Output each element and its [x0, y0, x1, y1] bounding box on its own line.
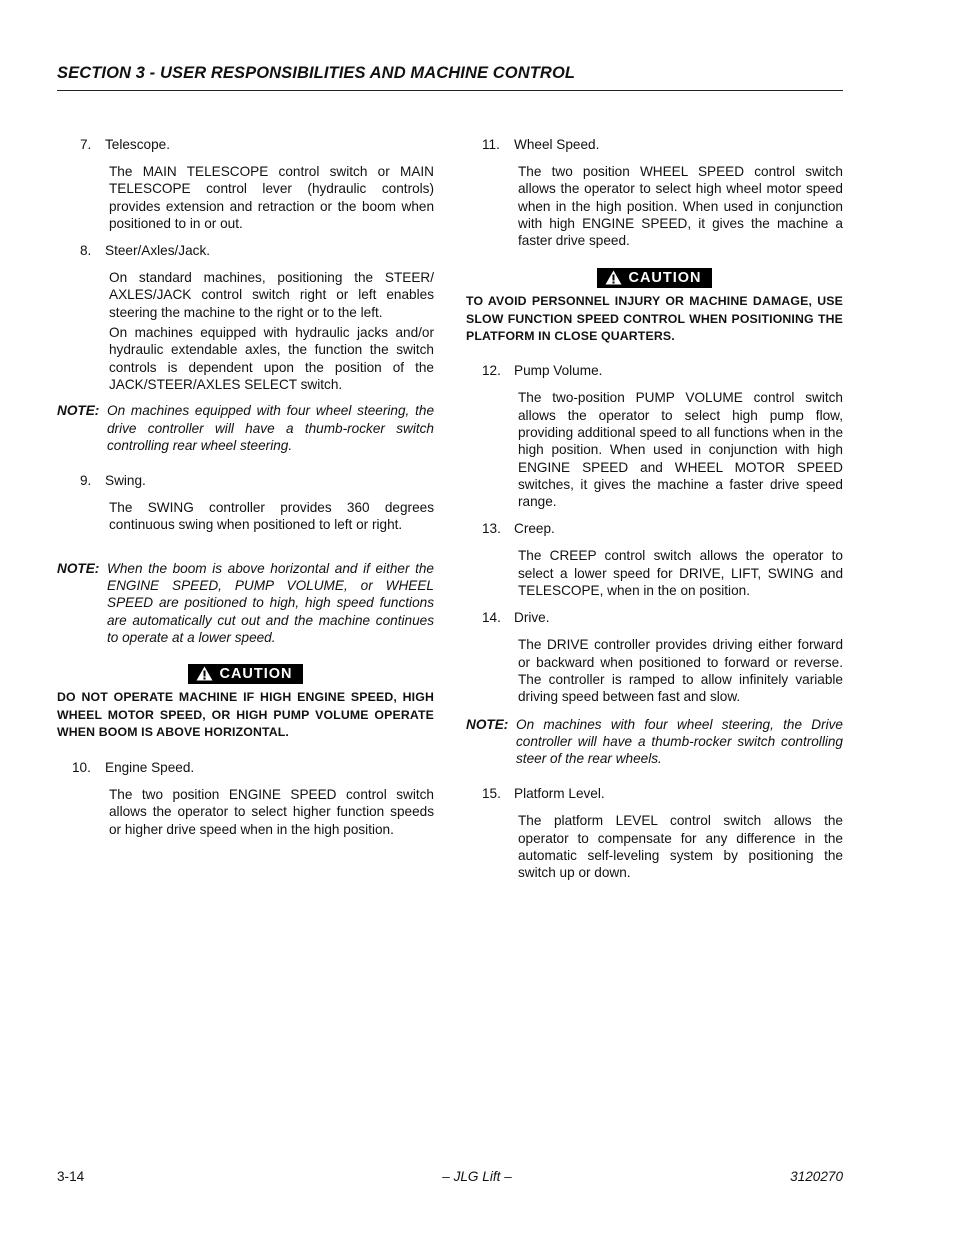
- list-item-9: [57, 472, 434, 489]
- note: [57, 402, 434, 454]
- paragraph: The CREEP control switch allows the operator to select a lower speed for DRIVE, LIFT, SWING and TELESCOPE, when in the on position.: [518, 548, 843, 599]
- item-number: 9.: [80, 473, 92, 489]
- item-title: Creep.: [514, 521, 555, 537]
- note-text: When the boom is above horizontal and if either the ENGINE SPEED, PUMP VOLUME, or WHEEL SPEED are positioned to high, high speed functions are automatically cut out and the machine continues to operate at a lower speed.: [107, 560, 434, 645]
- item-number: 8.: [80, 243, 92, 259]
- list-item-12: [466, 362, 843, 379]
- paragraph: On machines equipped with hydraulic jacks and/or hydraulic extendable axles, the function the switch controls is dependent upon the position of the JACK/STEER/AXLES SELECT switch.: [109, 325, 434, 392]
- caution-label: CAUTION: [628, 270, 702, 287]
- item-title: Platform Level.: [514, 786, 605, 802]
- item-title: Telescope.: [105, 137, 170, 152]
- item-number: 14.: [482, 610, 501, 626]
- paragraph: The two position ENGINE SPEED control switch allows the operator to select higher function speeds or higher drive speed when in the high position.: [109, 787, 434, 837]
- paragraph: The SWING controller provides 360 degrees continuous swing when positioned to left or right.: [109, 500, 434, 533]
- list-item-13: [466, 520, 843, 537]
- caution-badge: [597, 268, 711, 288]
- note-label: NOTE:: [57, 403, 100, 419]
- paragraph: The two position WHEEL SPEED control switch allows the operator to select high wheel motor speed when in the high position. When used in conjunction with high ENGINE SPEED, it gives the machine a faster drive speed.: [518, 164, 843, 249]
- caution-text: DO NOT OPERATE MACHINE IF HIGH ENGINE SPEED, HIGH WHEEL MOTOR SPEED, OR HIGH PUMP VOLUME OPERATE WHEN BOOM IS ABOVE HORIZONTAL.: [57, 690, 434, 739]
- item-title: Engine Speed.: [105, 760, 195, 776]
- item-number: 11.: [482, 137, 500, 152]
- page-number: 3-14: [57, 1169, 85, 1184]
- item-title: Steer/Axles/Jack.: [105, 243, 211, 259]
- note-text: On machines equipped with four wheel steering, the drive controller will have a thumb-rocker switch controlling rear wheel steering.: [107, 403, 434, 453]
- caution-text: TO AVOID PERSONNEL INJURY OR MACHINE DAMAGE, USE SLOW FUNCTION SPEED CONTROL WHEN POSITIONING THE PLATFORM IN CLOSE QUARTERS.: [466, 294, 843, 344]
- header-rule: [57, 90, 843, 91]
- paragraph: On standard machines, positioning the STEER/ AXLES/JACK control switch right or left enables steering the machine to the right or to the left.: [109, 270, 434, 320]
- list-item-11: [466, 136, 843, 153]
- caution-banner: [466, 268, 843, 288]
- note-text: On machines with four wheel steering, the Drive controller will have a thumb-rocker switch controlling steer of the rear wheels.: [516, 716, 843, 767]
- item-number: 15.: [482, 786, 501, 802]
- item-number: 10.: [72, 760, 91, 776]
- warning-triangle-icon: [605, 270, 622, 285]
- item-title: Pump Volume.: [514, 363, 603, 379]
- paragraph: The platform LEVEL control switch allows the operator to compensate for any difference in the automatic self-leveling system by positioning the switch up or down.: [518, 813, 843, 881]
- footer-brand: – JLG Lift –: [442, 1169, 512, 1184]
- left-column: [57, 136, 434, 838]
- item-title: Swing.: [105, 473, 146, 489]
- item-title: Wheel Speed.: [514, 137, 600, 152]
- document-number: 3120270: [790, 1169, 843, 1184]
- caution-banner: [57, 664, 434, 684]
- caution-label: CAUTION: [219, 666, 293, 683]
- note-label: NOTE:: [57, 560, 100, 576]
- item-number: 7.: [80, 137, 92, 152]
- section-header: SECTION 3 - USER RESPONSIBILITIES AND MACHINE CONTROL: [57, 64, 576, 82]
- list-item-7: [57, 136, 434, 153]
- note: [466, 716, 843, 768]
- list-item-8: [57, 242, 434, 259]
- list-item-15: [466, 785, 843, 802]
- item-number: 13.: [482, 521, 501, 537]
- note: [57, 560, 434, 646]
- warning-triangle-icon: [196, 666, 213, 681]
- right-column: [466, 136, 843, 882]
- item-title: Drive.: [514, 610, 550, 626]
- list-item-14: [466, 609, 843, 626]
- caution-badge: [188, 664, 302, 684]
- paragraph: The DRIVE controller provides driving either forward or backward when positioned to forward or reverse. The controller is ramped to allow infinitely variable driving speed between fast and slow.: [518, 637, 843, 705]
- paragraph: The two-position PUMP VOLUME control switch allows the operator to select high pump flow, providing additional speed to all functions when in the high position. When used in conjunction with high ENGINE SPEED and WHEEL MOTOR SPEED switches, it gives the machine a faster drive speed range.: [518, 390, 843, 510]
- list-item-10: [57, 759, 434, 776]
- item-number: 12.: [482, 363, 501, 379]
- paragraph: The MAIN TELESCOPE control switch or MAIN TELESCOPE control lever (hydraulic controls) provides extension and retraction or the boom when positioned to in or out.: [109, 164, 434, 231]
- note-label: NOTE:: [466, 716, 509, 732]
